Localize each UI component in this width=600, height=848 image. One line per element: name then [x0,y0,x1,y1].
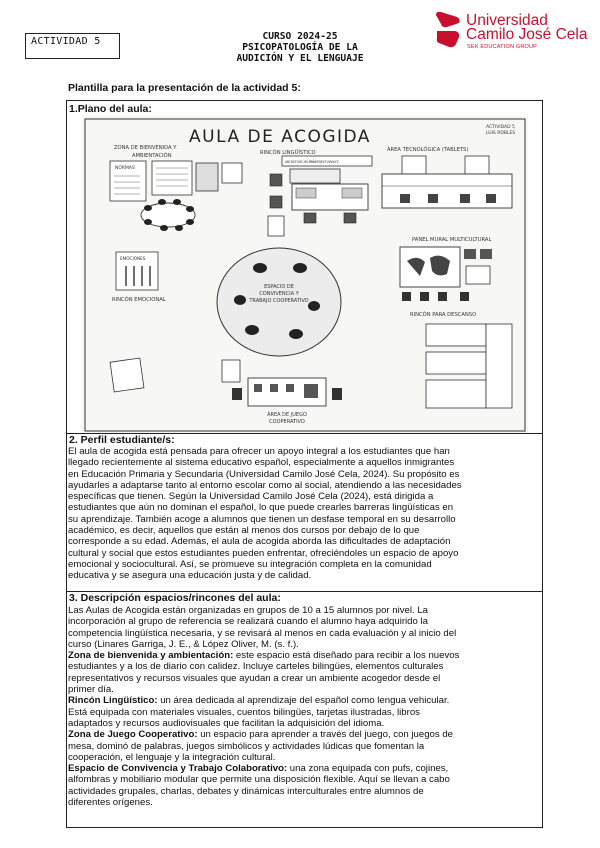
welcome-board-text: NORMAS [115,166,135,171]
zone-welcome-label-1: ZONA DE BIENVENIDA Y [114,145,177,151]
description-line: adaptados y recursos audiovisuales que facilitan la adquisición del idioma. [68,717,385,729]
zone-tech-label: ÁREA TECNOLÓGICA (TABLETS) [387,147,469,153]
zone-mural-label: PANEL MURAL MULTICULTURAL [412,237,492,243]
profile-line: llegado recientemente al sistema educativo español, especialmente a aquellos inmigrantes [68,457,455,469]
welcome-poster [152,161,192,195]
profile-line: corresponde a su edad. Además, el aula de acogida aborda las dificultades de adaptación [68,536,451,548]
zone-center-label-1: ESPACIO DE [264,284,294,290]
description-line: incorporación al grupo de referencia se realizará cuando el alumno haya adquirido la [68,616,428,628]
profile-line: en Educación Primaria y Secundaria (Universidad Camilo José Cela, 2024). Su propósito es [68,468,460,480]
logo-text-name: Camilo José Cela [466,26,588,43]
course-year: CURSO 2024-25 [262,31,338,42]
zone-emotional-label: RINCÓN EMOCIONAL [112,297,166,303]
logo-mark-icon [433,11,463,53]
emotional-board-text: EMOCIONES [120,256,146,261]
zone-welcome-description [68,650,541,661]
logo-text-group: SEK EDUCATION GROUP [467,44,538,50]
description-line: curso (Linares Garriga, J. E., & López Oliver, M. (s. f.). [68,638,299,650]
course-header [190,31,410,64]
zone-text: una zona equipada con pufs, cojines, [287,763,449,775]
profile-line: ayudarles a adaptarse tanto al entorno escolar como al social, atendiendo a las necesidades [68,479,462,491]
zone-text: este espacio está diseñado para recibir a los nuevos [233,650,460,662]
spaces-description-text [68,605,541,808]
course-subject-line2: AUDICIÓN Y EL LENGUAJE [236,53,364,64]
description-line: alfombras y mobiliario modular que permite una disposición flexible. Aquí se llevan a cabo [68,774,450,786]
profile-line: educativa y se asegura una educación justa y de calidad. [68,570,312,582]
profile-line: emocional y sociocultural. Así, se promueve su integración completa en la comunidad [68,558,432,570]
profile-line: estudiantes que aún no dominan el español, lo que puede crearles barreras lingüísticas en [68,502,454,514]
university-logo [433,11,600,53]
description-line: representativos y recursos visuales que ayudan a crear un ambiente acogedor desde el [68,672,441,684]
description-line: actividades grupales, charlas, debates y dinámicas interculturales entre alumnos de [68,785,424,797]
logo-text-university: Universidad [466,12,548,29]
profile-line: su aprendizaje. También acoge a alumnos que tienen un desfase temporal en su desarrollo [68,513,456,525]
zone-game-label-2: COOPERATIVO [269,419,305,425]
mural-world-map [400,247,460,287]
plan-note-1: ACTIVIDAD 5 [486,125,515,130]
plan-note-2: LUIS ROBLES [486,131,516,136]
zone-coexistence-description [68,763,541,774]
student-profile-text [68,446,541,582]
description-line: Está equipada con materiales visuales, cuentos bilingües, tarjetas ilustradas, libros [68,706,420,718]
zone-text: un espacio para aprender a través del juego, con juegos de [197,729,454,741]
zone-text: un área dedicada al aprendizaje del español como lengua vehicular. [157,695,450,707]
profile-line: El aula de acogida está pensada para ofrecer un apoyo integral a los estudiantes que han [68,446,450,457]
linguistic-alphabet: ABCDEFGHIJKLMNÑOPQRSTUVWXYZ [285,160,339,164]
activity-text: ACTIVIDAD 5 [31,36,101,47]
course-subject-line1: PSICOPATOLOGÍA DE LA [242,42,358,53]
plan-title: AULA DE ACOGIDA [189,127,371,147]
zone-linguistic-label: RINCÓN LINGÜÍSTICO [260,150,316,156]
description-line: Las Aulas de Acogida están organizadas en grupos de 10 a 15 alumnos por nivel. La [68,605,429,616]
section3-heading: 3. Descripción espacios/rincones del aula: [69,592,281,604]
zone-title: Zona de bienvenida y ambientación: [68,650,234,662]
zone-center-label-3: TRABAJO COOPERATIVO [249,298,309,304]
profile-line: específicas que tienen. Según la Universidad Camilo José Cela (2024), está dirigida a [68,491,434,503]
activity-label [25,33,120,59]
description-line: mesa, dominó de palabras, juegos simbólicos y actividades lúdicas que fomentan la [68,740,425,752]
description-line: primer día. [68,684,114,696]
zone-title: Rincón Lingüístico: [68,695,158,707]
zone-game-label-1: ÁREA DE JUEGO [267,412,307,418]
template-intro: Plantilla para la presentación de la actividad 5: [68,82,301,94]
profile-line: cultural y social que estos estudiantes pueden enfrentar, ofreciéndoles un espacio de apoyo [68,547,459,559]
zone-welcome-label-2: AMBIENTACIÓN [132,153,172,159]
zone-title: Zona de Juego Cooperativo: [68,729,198,741]
zone-quiet-label: RINCÓN PARA DESCANSO [410,312,477,318]
zone-center-label-2: CONVIVENCIA Y [259,291,299,297]
zone-linguistic-description [68,695,541,706]
description-line: diferentes orígenes. [68,797,153,809]
profile-line: académico, es decir, aquellos que están al menos dos cursos por debajo de lo que [68,525,420,537]
description-line: estudiantes y a los de diario con calidez. Incluye carteles bilingües, elementos culturales [68,661,444,673]
zone-game-description [68,729,541,740]
section1-heading: 1.Plano del aula: [69,103,152,115]
zone-title: Espacio de Convivencia y Trabajo Colaborativo: [68,763,288,775]
description-line: cooperación, el lenguaje y la integración cultural. [68,751,276,763]
description-line: competencia lingüística necesaria, y se revisará al menos en cada evaluación y al inicio del [68,627,457,639]
section2-heading: 2. Perfil estudiante/s: [69,434,175,446]
classroom-plan-drawing [82,116,528,434]
